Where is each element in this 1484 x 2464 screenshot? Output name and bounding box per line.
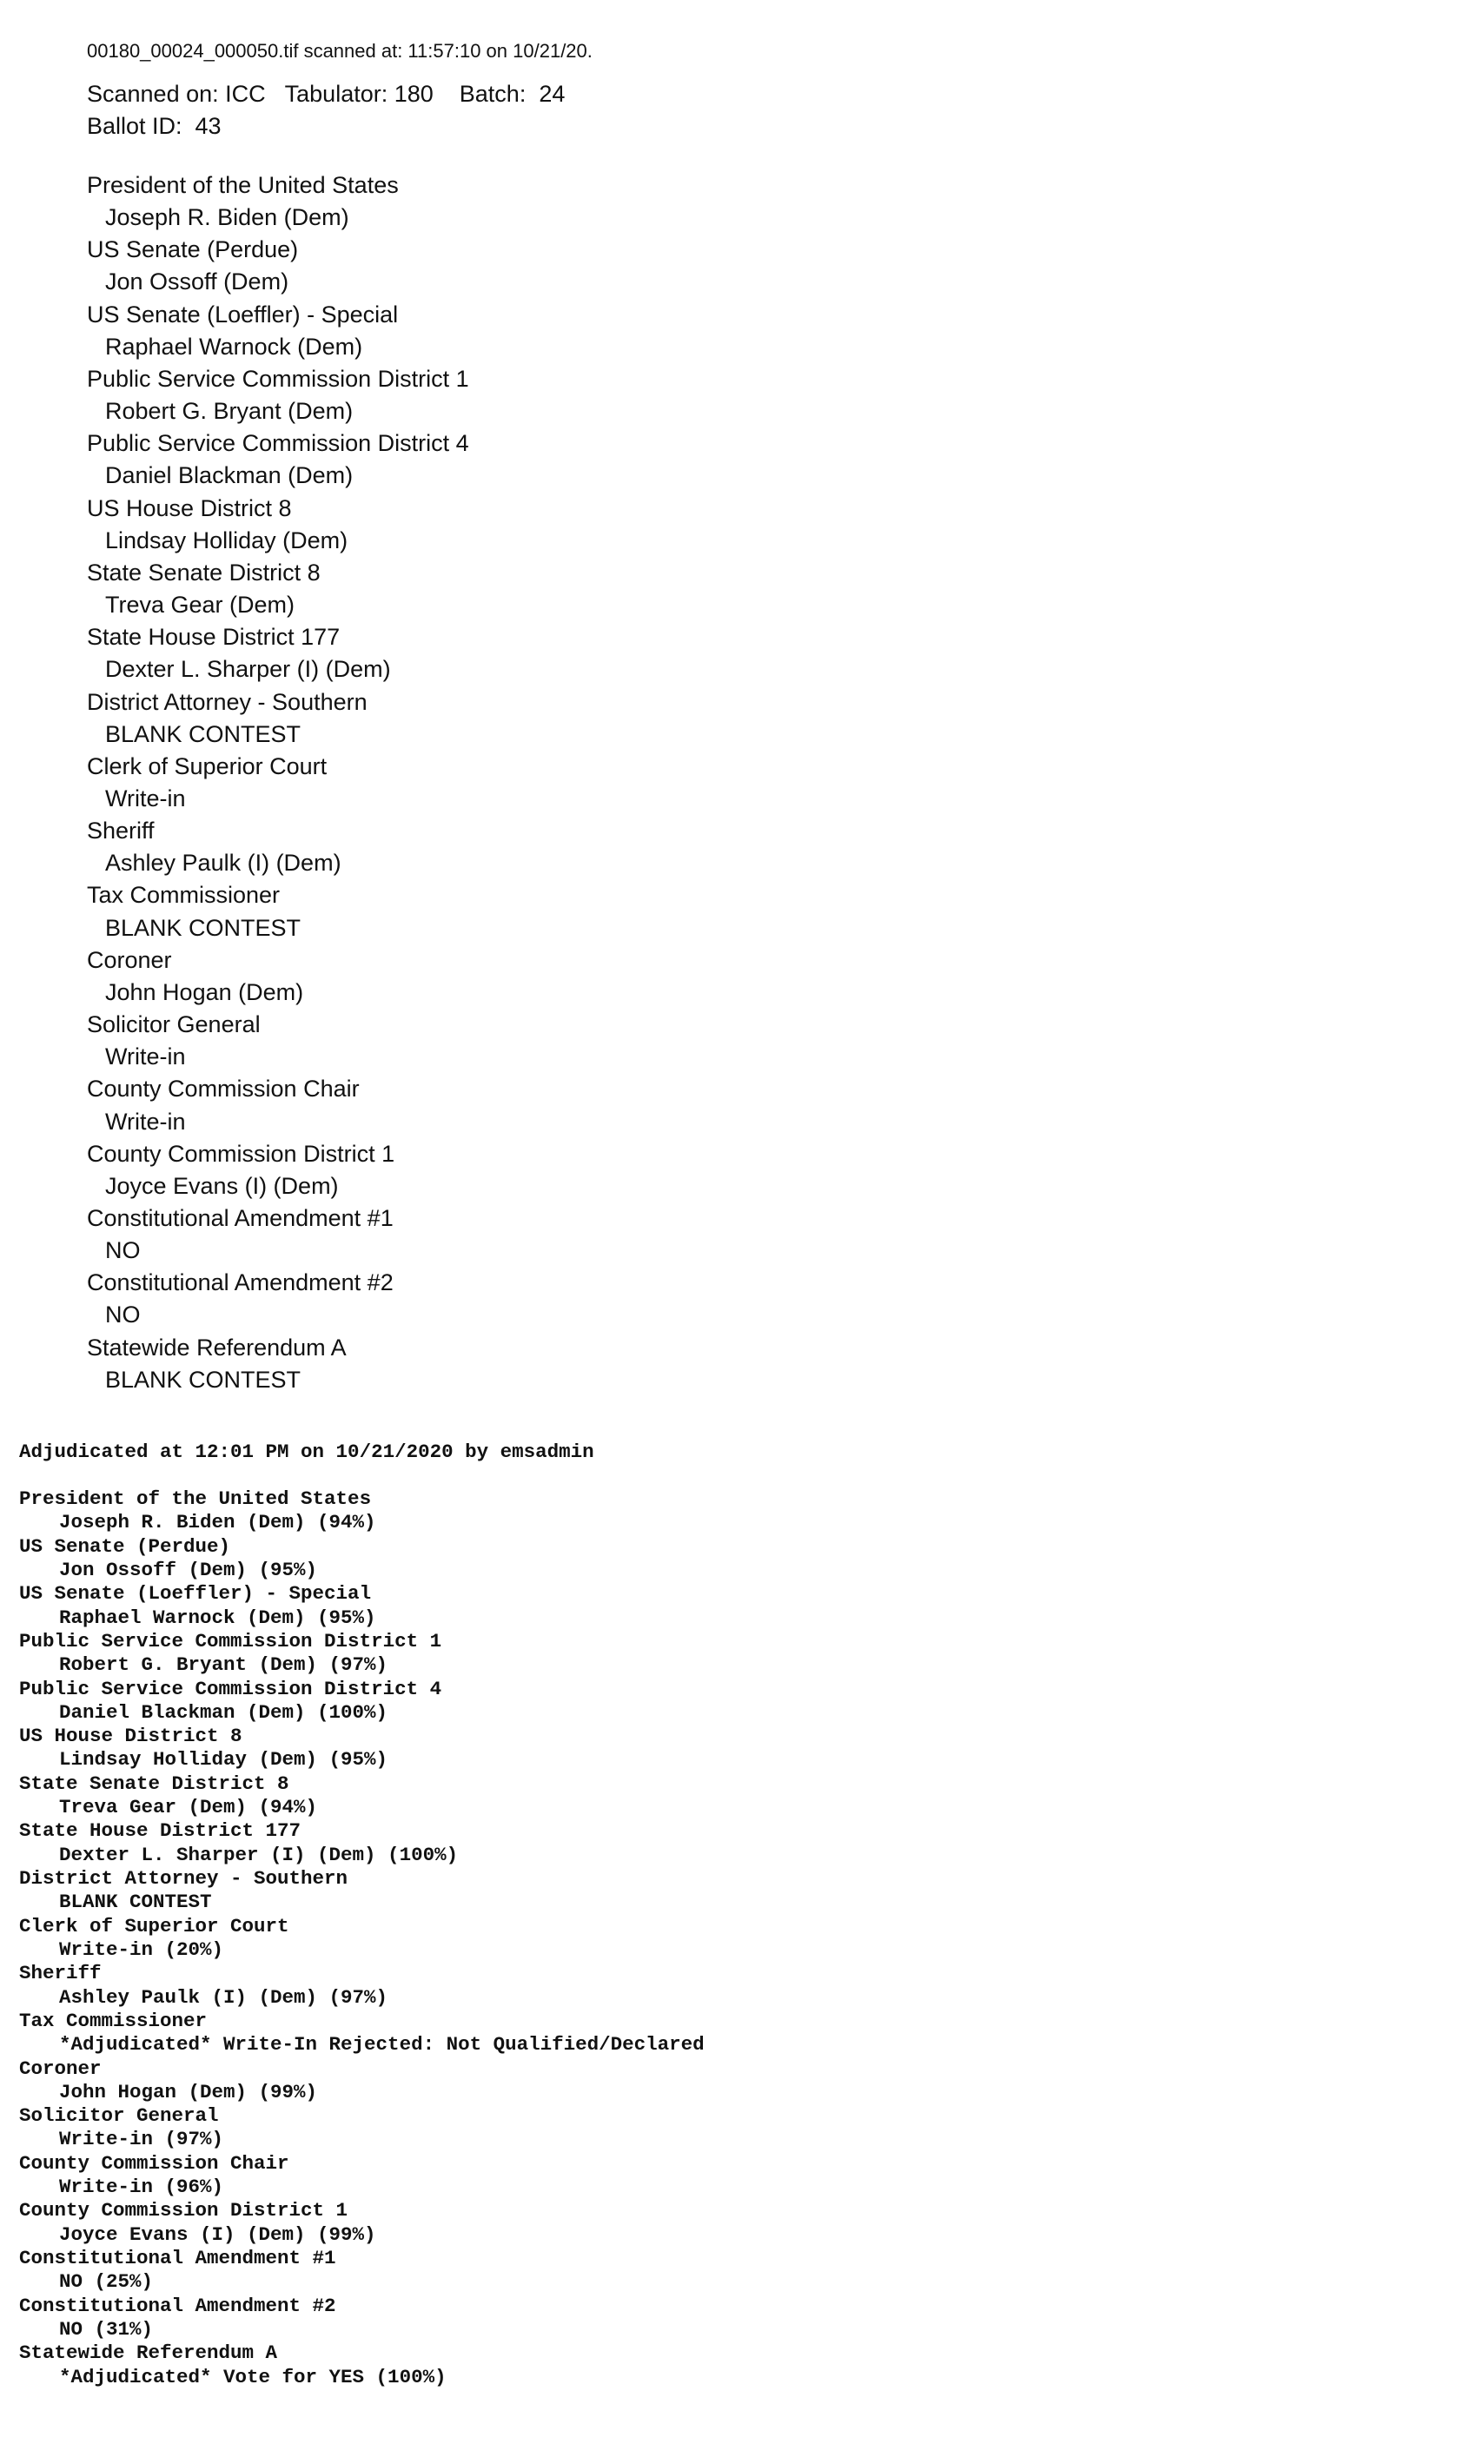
adjudication-contest-choice: *Adjudicated* Vote for YES (100%) (59, 2365, 447, 2388)
scan-contest-choice: Lindsay Holliday (Dem) (105, 527, 348, 553)
ballot-id-line: Ballot ID: 43 (87, 113, 222, 139)
scan-contest-choice: NO (105, 1237, 141, 1264)
adjudication-contest-name: US House District 8 (19, 1725, 242, 1748)
scan-contest-name: Public Service Commission District 4 (87, 430, 469, 457)
scan-contest-name: District Attorney - Southern (87, 688, 368, 715)
adjudication-contest-choice: BLANK CONTEST (59, 1891, 212, 1914)
scan-contest-choice: Robert G. Bryant (Dem) (105, 398, 354, 425)
adjudication-contest-choice: NO (31%) (59, 2317, 154, 2341)
scan-contest-choice: Dexter L. Sharper (I) (Dem) (105, 656, 391, 683)
scan-contest-choice: Write-in (105, 1108, 186, 1135)
scan-contest-choice: John Hogan (Dem) (105, 978, 304, 1005)
adjudication-contest-choice: Write-in (96%) (59, 2176, 224, 2199)
scan-section (87, 38, 593, 1396)
adjudication-contest-name: Public Service Commission District 4 (19, 1677, 442, 1700)
scan-contest-choice: Daniel Blackman (Dem) (105, 462, 354, 489)
scanned-on-line: Scanned on: ICC Tabulator: 180 Batch: 24 (87, 81, 566, 107)
scan-contest-name: Tax Commissioner (87, 882, 281, 909)
scan-filename-line: 00180_00024_000050.tif scanned at: 11:57:10 on 10/21/20. (87, 40, 593, 62)
adjudication-contest-choice: Dexter L. Sharper (I) (Dem) (100%) (59, 1843, 459, 1866)
scan-contest-name: Constitutional Amendment #2 (87, 1269, 394, 1296)
adjudication-contest-name: US Senate (Loeffler) - Special (19, 1582, 372, 1606)
adjudication-contest-choice: Treva Gear (Dem) (94%) (59, 1796, 318, 1819)
adjudication-contest-name: Tax Commissioner (19, 2009, 208, 2032)
scan-contest-choice: BLANK CONTEST (105, 1366, 301, 1393)
adjudication-contest-choice: Raphael Warnock (Dem) (95%) (59, 1606, 376, 1629)
adjudication-contest-name: County Commission Chair (19, 2151, 289, 2175)
adjudication-contest-name: County Commission District 1 (19, 2199, 348, 2222)
scan-contest-choice: Write-in (105, 1043, 186, 1070)
adjudication-contest-name: Constitutional Amendment #1 (19, 2247, 336, 2269)
scan-contest-name: County Commission Chair (87, 1076, 360, 1103)
adjudication-contest-name: Constitutional Amendment #2 (19, 2294, 336, 2317)
scan-contest-name: Statewide Referendum A (87, 1334, 347, 1361)
scan-contest-name: US House District 8 (87, 494, 292, 521)
adjudication-contest-name: Statewide Referendum A (19, 2341, 278, 2365)
adjudication-contest-choice: NO (25%) (59, 2270, 154, 2294)
scan-contest-name: Coroner (87, 946, 172, 973)
adjudication-contest-name: State House District 177 (19, 1819, 301, 1843)
adjudication-contest-choice: Write-in (97%) (59, 2128, 224, 2151)
adjudication-contest-name: Solicitor General (19, 2104, 219, 2128)
scan-contest-choice: Write-in (105, 785, 186, 811)
scan-contest-name: US Senate (Perdue) (87, 236, 299, 263)
adjudication-contest-name: Public Service Commission District 1 (19, 1629, 442, 1653)
adjudication-contest-choice: John Hogan (Dem) (99%) (59, 2080, 318, 2103)
adjudication-contest-choice: *Adjudicated* Write-In Rejected: Not Qualified/Declared (59, 2033, 705, 2057)
adjudication-contest-choice: Robert G. Bryant (Dem) (97%) (59, 1653, 388, 1677)
adjudication-contest-name: President of the United States (19, 1487, 372, 1510)
scan-contest-list (87, 169, 593, 1396)
adjudication-contest-name: State Senate District 8 (19, 1772, 289, 1795)
scan-contest-name: State House District 177 (87, 624, 341, 651)
scan-contest-name: State Senate District 8 (87, 559, 321, 586)
adjudication-contest-name: Sheriff (19, 1962, 102, 1985)
adjudication-section (19, 1441, 705, 2389)
adjudication-contest-list (19, 1487, 705, 2389)
adjudication-contest-name: District Attorney - Southern (19, 1867, 348, 1890)
adjudication-header: Adjudicated at 12:01 PM on 10/21/2020 by emsadmin (19, 1441, 594, 1463)
adjudication-contest-name: Clerk of Superior Court (19, 1914, 289, 1937)
scan-contest-name: County Commission District 1 (87, 1140, 395, 1167)
scan-contest-choice: BLANK CONTEST (105, 720, 301, 747)
scan-contest-name: President of the United States (87, 172, 399, 198)
scan-contest-choice: NO (105, 1302, 141, 1328)
scan-contest-name: Clerk of Superior Court (87, 752, 328, 779)
scan-contest-choice: Joyce Evans (I) (Dem) (105, 1172, 339, 1199)
scan-contest-choice: Ashley Paulk (I) (Dem) (105, 850, 341, 877)
adjudication-contest-choice: Daniel Blackman (Dem) (100%) (59, 1700, 388, 1724)
scan-contest-name: Solicitor General (87, 1011, 261, 1038)
scan-contest-name: Sheriff (87, 818, 155, 845)
adjudication-contest-choice: Joyce Evans (I) (Dem) (99%) (59, 2222, 376, 2246)
adjudication-contest-choice: Ashley Paulk (I) (Dem) (97%) (59, 1985, 388, 2009)
scan-contest-choice: Joseph R. Biden (Dem) (105, 204, 349, 231)
scan-contest-name: Public Service Commission District 1 (87, 365, 469, 392)
adjudication-contest-name: US Senate (Perdue) (19, 1534, 231, 1558)
adjudication-contest-choice: Write-in (20%) (59, 1937, 224, 1961)
adjudication-contest-choice: Jon Ossoff (Dem) (95%) (59, 1558, 318, 1581)
adjudication-contest-choice: Lindsay Holliday (Dem) (95%) (59, 1748, 388, 1772)
scan-contest-choice: Raphael Warnock (Dem) (105, 333, 363, 360)
scan-contest-name: Constitutional Amendment #1 (87, 1205, 394, 1231)
scan-contest-choice: Treva Gear (Dem) (105, 592, 295, 619)
scan-contest-choice: BLANK CONTEST (105, 914, 301, 941)
adjudication-contest-name: Coroner (19, 2057, 102, 2080)
adjudication-contest-choice: Joseph R. Biden (Dem) (94%) (59, 1511, 376, 1534)
scan-contest-name: US Senate (Loeffler) - Special (87, 301, 399, 328)
scan-contest-choice: Jon Ossoff (Dem) (105, 268, 289, 295)
